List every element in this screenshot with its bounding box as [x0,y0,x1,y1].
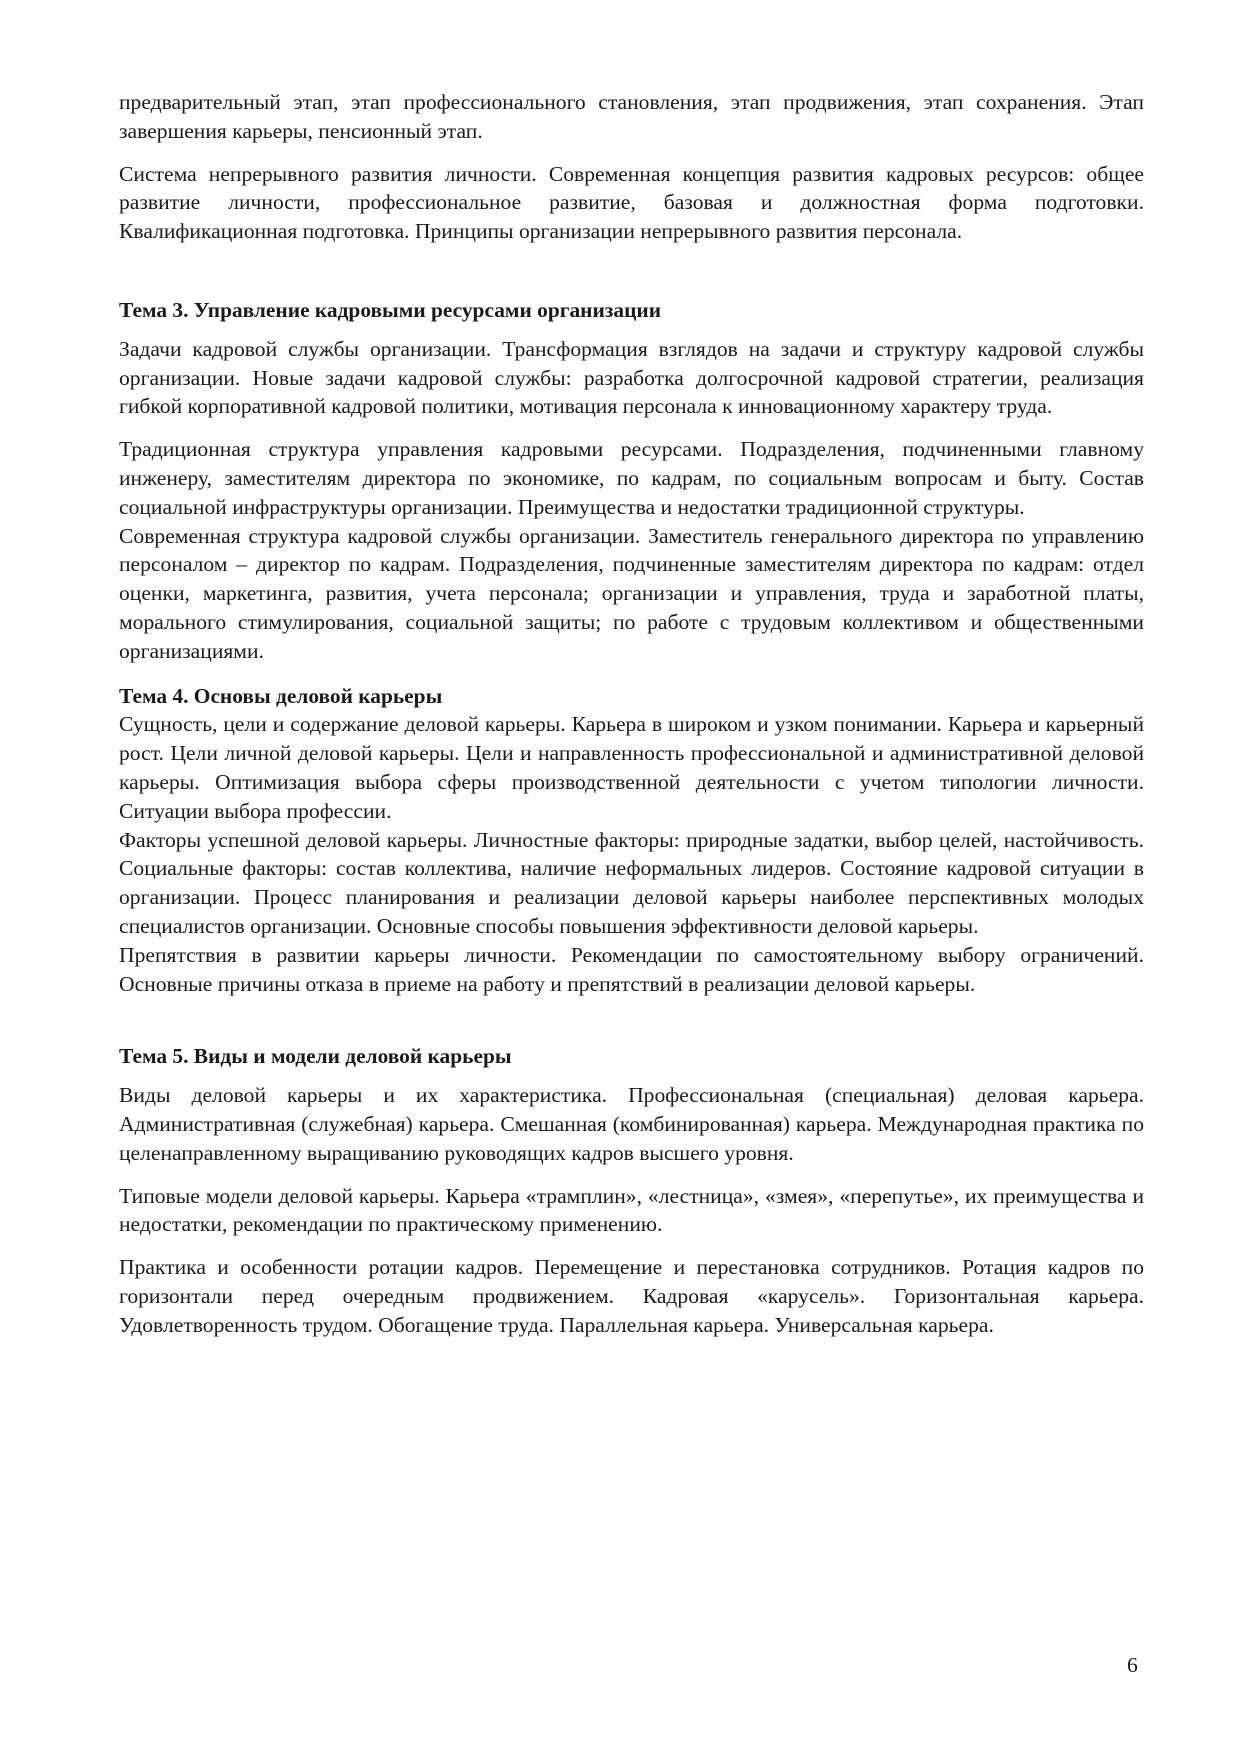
page-number: 6 [1127,1653,1138,1677]
topic-4-paragraph-1: Сущность, цели и содержание деловой карьеры. Карьера в широком и узком понимании. Карьера и карьерный рост. Цели личной деловой карьеры. Цели и направленность профессиональной и административной деловой карьеры. Оптимизация выбора сферы производственной деятельности с учетом типологии личности. Ситуации выбора профессии. [119,712,1144,823]
topic-4-paragraph-2: Факторы успешной деловой карьеры. Личностные факторы: природные задатки, выбор целей, настойчивость. Социальные факторы: состав коллектива, наличие неформальных лидеров. Состояние кадровой ситуации в организации. Процесс планирования и реализации деловой карьеры наиболее перспективных молодых специалистов организации. Основные способы повышения эффективности деловой карьеры. [119,827,1144,938]
topic-5-heading: Тема 5. Виды и модели деловой карьеры [119,1044,512,1069]
topic-3-paragraph-2: Традиционная структура управления кадровыми ресурсами. Подразделения, подчиненными главному инженеру, заместителям директора по экономике, по кадрам, по социальным вопросам и быту. Состав социальной инфраструктуры организации. Преимущества и недостатки традиционной структуры. [119,437,1144,519]
topic-3-heading: Тема 3. Управление кадровыми ресурсами организации [119,297,662,322]
topic-5-paragraph-1: Виды деловой карьеры и их характеристика. Профессиональная (специальная) деловая карьера. Административная (служебная) карьера. Смешанная (комбинированная) карьера. Международная практика по целенаправленному выращиванию руководящих кадров высшего уровня. [119,1083,1144,1165]
topic-4-heading: Тема 4. Основы деловой карьеры [119,683,443,708]
intro-paragraph-career-stages: предварительный этап, этап профессионального становления, этап продвижения, этап сохранения. Этап завершения карьеры, пенсионный этап. [119,90,1144,143]
document-page [119,88,1144,1339]
topic-5-paragraph-2: Типовые модели деловой карьеры. Карьера «трамплин», «лестница», «змея», «перепутье», их преимущества и недостатки, рекомендации по практическому применению. [119,1183,1144,1237]
topic-3-paragraph-3: Современная структура кадровой службы организации. Заместитель генерального директора по управлению персоналом – директор по кадрам. Подразделения, подчиненные заместителям директора по кадрам: отдел оценки, маркетинга, развития, учета персонала; организации и управления, труда и заработной платы, морального стимулирования, социальной защиты; по работе с трудовым коллективом и общественными организациями. [119,523,1144,663]
topic-3-paragraph-1: Задачи кадровой службы организации. Трансформация взглядов на задачи и структуру кадровой службы организации. Новые задачи кадровой службы: разработка долгосрочной кадровой стратегии, реализация гибкой корпоративной кадровой политики, мотивация персонала к инновационному характеру труда. [119,336,1144,419]
topic-5-paragraph-3: Практика и особенности ротации кадров. Перемещение и перестановка сотрудников. Ротация кадров по горизонтали перед очередным продвижением. Кадровая «карусель». Горизонтальная карьера. Удовлетворенность трудом. Обогащение труда. Параллельная карьера. Универсальная карьера. [119,1255,1144,1337]
intro-paragraph-continuous-development: Система непрерывного развития личности. Современная концепция развития кадровых ресурсов: общее развитие личности, профессиональное развитие, базовая и должностная форма подготовки. Квалификационная подготовка. Принципы организации непрерывного развития персонала. [119,161,1144,244]
topic-4-paragraph-3: Препятствия в развитии карьеры личности. Рекомендации по самостоятельному выбору ограничений. Основные причины отказа в приеме на работу и препятствий в реализации деловой карьеры. [119,942,1144,996]
